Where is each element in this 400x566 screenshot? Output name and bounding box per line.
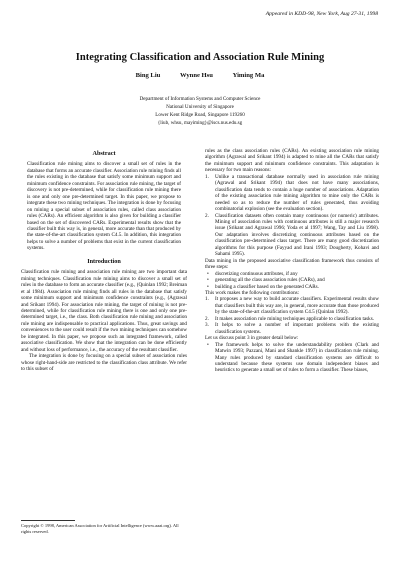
list-item-text: discretizing continuous attributes, if any — [215, 270, 298, 277]
footnote-rule — [21, 520, 75, 521]
list-item: • discretizing continuous attributes, if any — [207, 270, 298, 277]
affiliation-block — [0, 95, 400, 127]
affiliation-line: Department of Information Systems and Computer Science — [139, 96, 261, 102]
body-paragraph: Data mining in the proposed associative classification framework thus consists of three steps: — [205, 257, 379, 271]
list-item: • building a classifier based on the generated CARs. — [207, 283, 319, 290]
copyright-notice: Copyright © 1998, American Association for Artificial Intelligence (www.aaai.org). All rights reserved. — [21, 523, 179, 534]
list-item: • generating all the class association rules (CARs), and — [207, 277, 325, 284]
intro-paragraph: Classification rule mining and association rule mining are two important data mining techniques. Classification rule mining aims to discover a small set of rules in the database to form an accurate classifier (e.g., (Quinlan 1992; Breiman et al 1984). Association rule mining finds all rules in the database that satisfy some minimum support and minimum confidence constraints (e.g., (Agrawal and Srikant 1994). For association rule mining, the target of mining is not pre-determined, while for classification rule mining there is one and only one pre-determined target, i.e., the class. Both classification rule mining and association rule mining are indispensable to practical applications. Thus, great savings and conveniences to the user could result if the two mining techniques can somehow be integrated. In this paper, we propose such an integrated framework, called associative classification. We show that the integration can be done efficiently and without loss of performance, i.e., the accuracy of the resultant classifier. — [21, 269, 188, 353]
list-item: 3. It helps to solve a number of important problems with the existing classification systems. — [205, 322, 379, 335]
affiliation-line: National University of Singapore — [166, 104, 234, 110]
list-item-text: generating all the class association rules (CARs), and — [215, 277, 325, 284]
paper-title: Integrating Classification and Association Rule Mining — [75, 52, 325, 63]
discussion-list — [205, 342, 379, 374]
list-item: • The framework helps to solve the understandability problem (Clark and Matwin 1993; Pazzani, Mani and Shankle 1997) in classification rule mining. Many rules produced by standard classification systems are difficult to understand because these systems use domain independent biases and heuristics to generate a small set of rules to form a classifier. These biases, — [207, 341, 379, 374]
abstract-heading: Abstract — [92, 150, 116, 157]
author-name: Yiming Ma — [232, 72, 265, 79]
introduction-heading: Introduction — [87, 257, 121, 265]
contributions-list — [205, 296, 379, 335]
list-item-text: The framework helps to solve the understandability problem (Clark and Matwin 1993; Pazzani, Mani and Shankle 1997) in classification rule mining. Many rules produced by standard classification systems are difficult to understand because these systems use domain independent biases and heuristics to generate a small set of rules to form a classifier. These biases, — [215, 341, 379, 374]
author-list — [0, 72, 400, 79]
right-column — [205, 148, 379, 374]
abstract-text: Classification rule mining aims to discover a small set of rules in the database that forms an accurate classifier. Association rule mining finds all the rules existing in the database that satisfy some minimum support and minimum confidence constraints. For association rule mining, the target of discovery is not pre-determined, while for classification rule mining there is one and only one pre-determined target. In this paper, we propose to integrate these two mining techniques. The integration is done by focusing on mining a special subset of association rules, called class association rules (CARs). An efficient algorithm is also given for building a classifier based on the set of discovered CARs. Experimental results show that the classifier built this way is, in general, more accurate than that produced by the state-of-the-art classification system C4.5. In addition, this integration helps to solve a number of problems that exist in the current classification systems. — [27, 161, 181, 252]
list-item-text: It helps to solve a number of important problems with the existing classification systems. — [215, 322, 379, 335]
steps-list — [205, 271, 379, 290]
author-name: Wynne Hsu — [180, 72, 213, 79]
reasons-list — [205, 174, 379, 258]
intro-paragraph: The integration is done by focusing on a special subset of association rules whose right-hand-side are restricted to the classification class attribute. We refer to this subset of — [21, 353, 187, 373]
list-item-text: Classification datasets often contain many continuous (or numeric) attributes. Mining of association rules with continuous attributes is still a major research issue (Srikant and Agrawal 1996; Yoda et al 1997; Wang, Tay and Liu 1998). Our adaptation involves discretizing continuous attributes based on the classification pre-determined class target. There are many good discretization algorithms for this purpose (Fayyad and Irani 1993; Dougherty, Kohavi and Sahami 1995). — [215, 212, 379, 258]
author-email: {liub, whsu, mayiming}@iscs.nus.edu.sg — [157, 120, 243, 126]
left-column — [21, 148, 187, 373]
list-item-text: building a classifier based on the generated CARs. — [215, 283, 319, 290]
affiliation-line: Lower Kent Ridge Road, Singapore 119260 — [155, 112, 245, 118]
list-item: 2. Classification datasets often contain many continuous (or numeric) attributes. Mining of association rules with continuous attributes is still a major research issue (Srikant and Agrawal 1996; Yoda et al 1997; Wang, Tay and Liu 1998). Our adaptation involves discretizing continuous attributes based on the classification pre-determined class target. There are many good discretization algorithms for this purpose (Fayyad and Irani 1993; Dougherty, Kohavi and Sahami 1995). — [205, 212, 379, 258]
author-name: Bing Liu — [135, 72, 161, 79]
list-item: 1. It proposes a new way to build accurate classifiers. Experimental results show that classifiers built this way are, in general, more accurate than those produced by the state-of-the-art classification system C4.5 (Quinlan 1992). — [205, 296, 379, 316]
list-item-text: Unlike a transactional database normally used in association rule mining (Agrawal and Srikant 1994) that does not have many associations, classification data tends to contain a huge number of associations. Adaptation of the existing association rule mining algorithm to mine only the CARs is needed so as to reduce the number of rules generated, thus avoiding combinatorial explosion (see the evaluation section). — [215, 173, 379, 213]
list-item: 1. Unlike a transactional database normally used in association rule mining (Agrawal and Srikant 1994) that does not have many associations, classification data tends to contain a huge number of associations. Adaptation of the existing association rule mining algorithm to mine only the CARs is needed so as to reduce the number of rules generated, thus avoiding combinatorial explosion (see the evaluation section). — [205, 173, 379, 213]
list-item-text: It makes association rule mining techniques applicable to classification tasks. — [215, 315, 375, 322]
list-item-text: It proposes a new way to build accurate classifiers. Experimental results show that classifiers built this way are, in general, more accurate than those produced by the state-of-the-art classification system C4.5 (Quinlan 1992). — [215, 296, 379, 316]
body-paragraph: Let us discuss point 3 in greater detail below: — [205, 335, 299, 342]
body-paragraph: rules as the class association rules (CARs). An existing association rule mining algorithm (Agrawal and Srikant 1994) is adapted to mine all the CARs that satisfy the minimum support and minimum confidence constraints. This adaptation is necessary for two main reasons: — [205, 148, 379, 174]
list-item: 2. It makes association rule mining techniques applicable to classification tasks. — [205, 315, 375, 322]
body-paragraph: This work makes the following contributions: — [205, 289, 300, 296]
publication-note: Appeared in KDD-98, New York, Aug 27-31, 1998 — [265, 11, 378, 17]
